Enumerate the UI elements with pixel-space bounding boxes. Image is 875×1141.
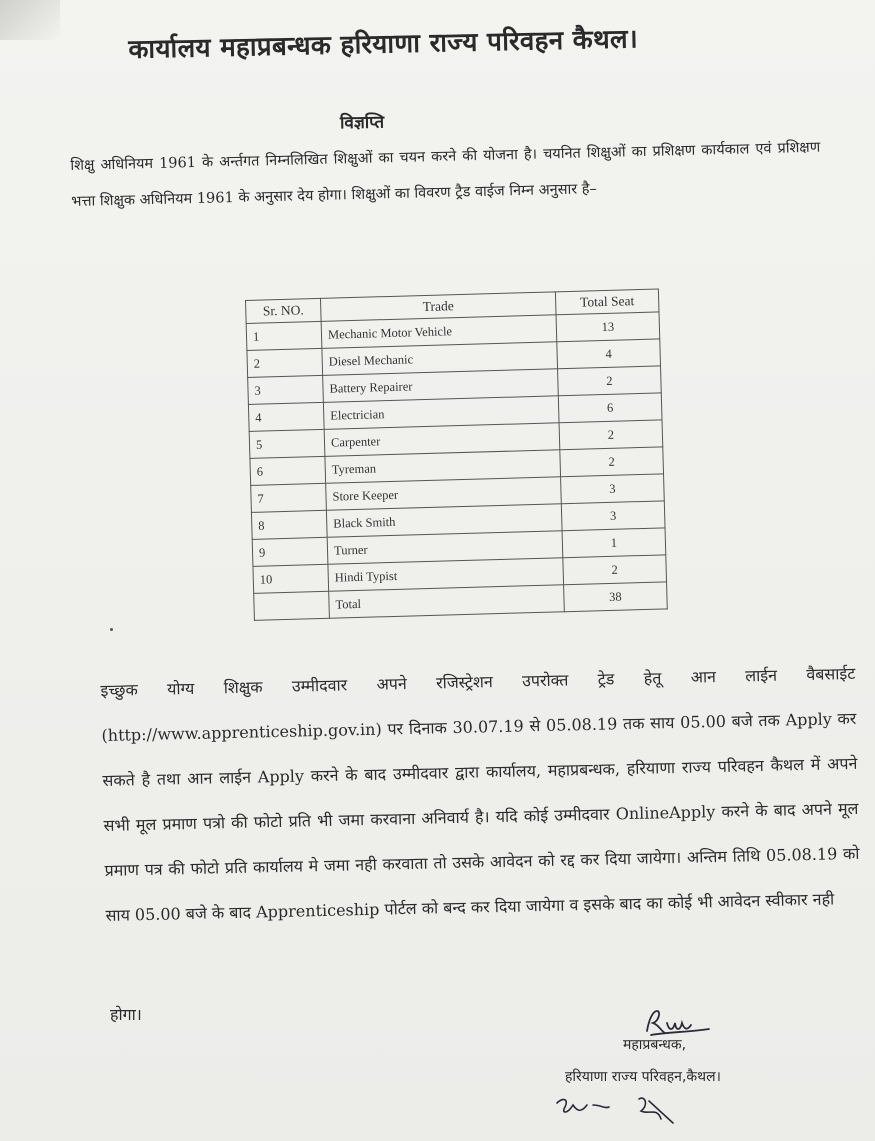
row-sr-no: 8 [251,510,327,539]
page-fold-shadow [0,0,60,40]
row-sr-no: 1 [246,321,322,350]
row-sr-no: 6 [250,456,326,485]
ink-speck [110,628,113,631]
row-trade: Diesel Mechanic [322,342,558,376]
row-sr-no: 4 [248,402,324,431]
table-body [246,312,666,593]
row-trade: Battery Repairer [323,369,559,403]
row-trade: Tyreman [325,450,561,484]
row-total-seat: 2 [558,366,662,396]
row-total-seat: 2 [563,555,667,585]
row-sr-no: 3 [248,375,324,404]
row-total-seat: 6 [558,393,662,423]
office-header: कार्यालय महाप्रबन्धक हरियाणा राज्य परिवहन कैथल। [128,24,639,65]
handwritten-initials [553,1093,693,1127]
row-sr-no: 2 [247,348,323,377]
header-trade: Trade [320,292,556,322]
signature-block [545,1005,845,1135]
row-sr-no: 10 [253,564,329,593]
header-sr-no: Sr. NO. [246,298,322,323]
row-trade: Hindi Typist [328,558,564,592]
row-trade: Turner [327,531,563,565]
total-empty-cell [254,591,330,620]
signatory-office: हरियाणा राज्य परिवहन,कैथल। [565,1069,721,1085]
header-total-seat: Total Seat [555,289,659,315]
row-total-seat: 13 [556,312,660,342]
row-total-seat: 2 [559,420,663,450]
row-trade: Store Keeper [326,477,562,511]
row-trade: Black Smith [326,504,562,538]
total-value: 38 [564,582,668,612]
row-sr-no: 9 [252,537,328,566]
row-total-seat: 3 [561,501,665,531]
row-trade: Mechanic Motor Vehicle [321,315,557,349]
row-total-seat: 1 [562,528,666,558]
signatory-title: महाप्रबन्धक, [623,1037,687,1053]
trade-table-container [245,288,668,620]
closing-text: होगा। [110,1005,142,1024]
application-paragraph: इच्छुक योग्य शिक्षुक उम्मीदवार अपने रजिस्ट्रेशन उपरोक्त ट्रेड हेतू आन लाईन वैबसाईट (http://www.apprenticeship.gov.in) पर दिनाक 30.07.19 से 05.08.19 तक साय 05.00 बजे तक Apply कर सकते है तथा आन लाईन Apply करने के बाद उम्मीदवार द्वारा कार्यालय, महाप्रबन्धक, हरियाणा राज्य परिवहन कैथल में अपने सभी मूल प्रमाण पत्रो की फोटो प्रति भी जमा करवाना अनिवार्य है। यदि कोई उम्मीदवार OnlineApply करने के बाद अपने मूल प्रमाण पत्र की फोटो प्रति कार्यालय मे जमा नही करवाता तो उसके आवेदन को रद्द कर दिया जायेगा। अन्तिम तिथि 05.08.19 को साय 05.00 बजे के बाद Apprenticeship पोर्टल को बन्द कर दिया जायेगा व इसके बाद का कोई भी आवेदन स्वीकार नही [100,663,860,925]
row-trade: Carpenter [324,423,560,457]
row-total-seat: 2 [560,447,664,477]
total-label: Total [329,585,565,619]
row-sr-no: 5 [249,429,325,458]
row-total-seat: 3 [561,474,665,504]
row-total-seat: 4 [557,339,661,369]
row-sr-no: 7 [251,483,327,512]
notice-title: विज्ञप्ति [339,112,385,134]
row-trade: Electrician [323,396,559,430]
handwritten-signature [643,1005,713,1039]
intro-paragraph: शिक्षु अधिनियम 1961 के अर्न्तगत निम्नलिखित शिक्षुओं का चयन करने की योजना है। चयनित शिक्षुओं का प्रशिक्षण कार्यकाल एवं प्रशिक्षण भत्ता शिक्षुक अधिनियम 1961 के अनुसार देय होगा। शिक्षुओं का विवरण ट्रैड वाईज निम्न अनुसार है– [70,139,821,210]
trade-seat-table [245,288,668,620]
